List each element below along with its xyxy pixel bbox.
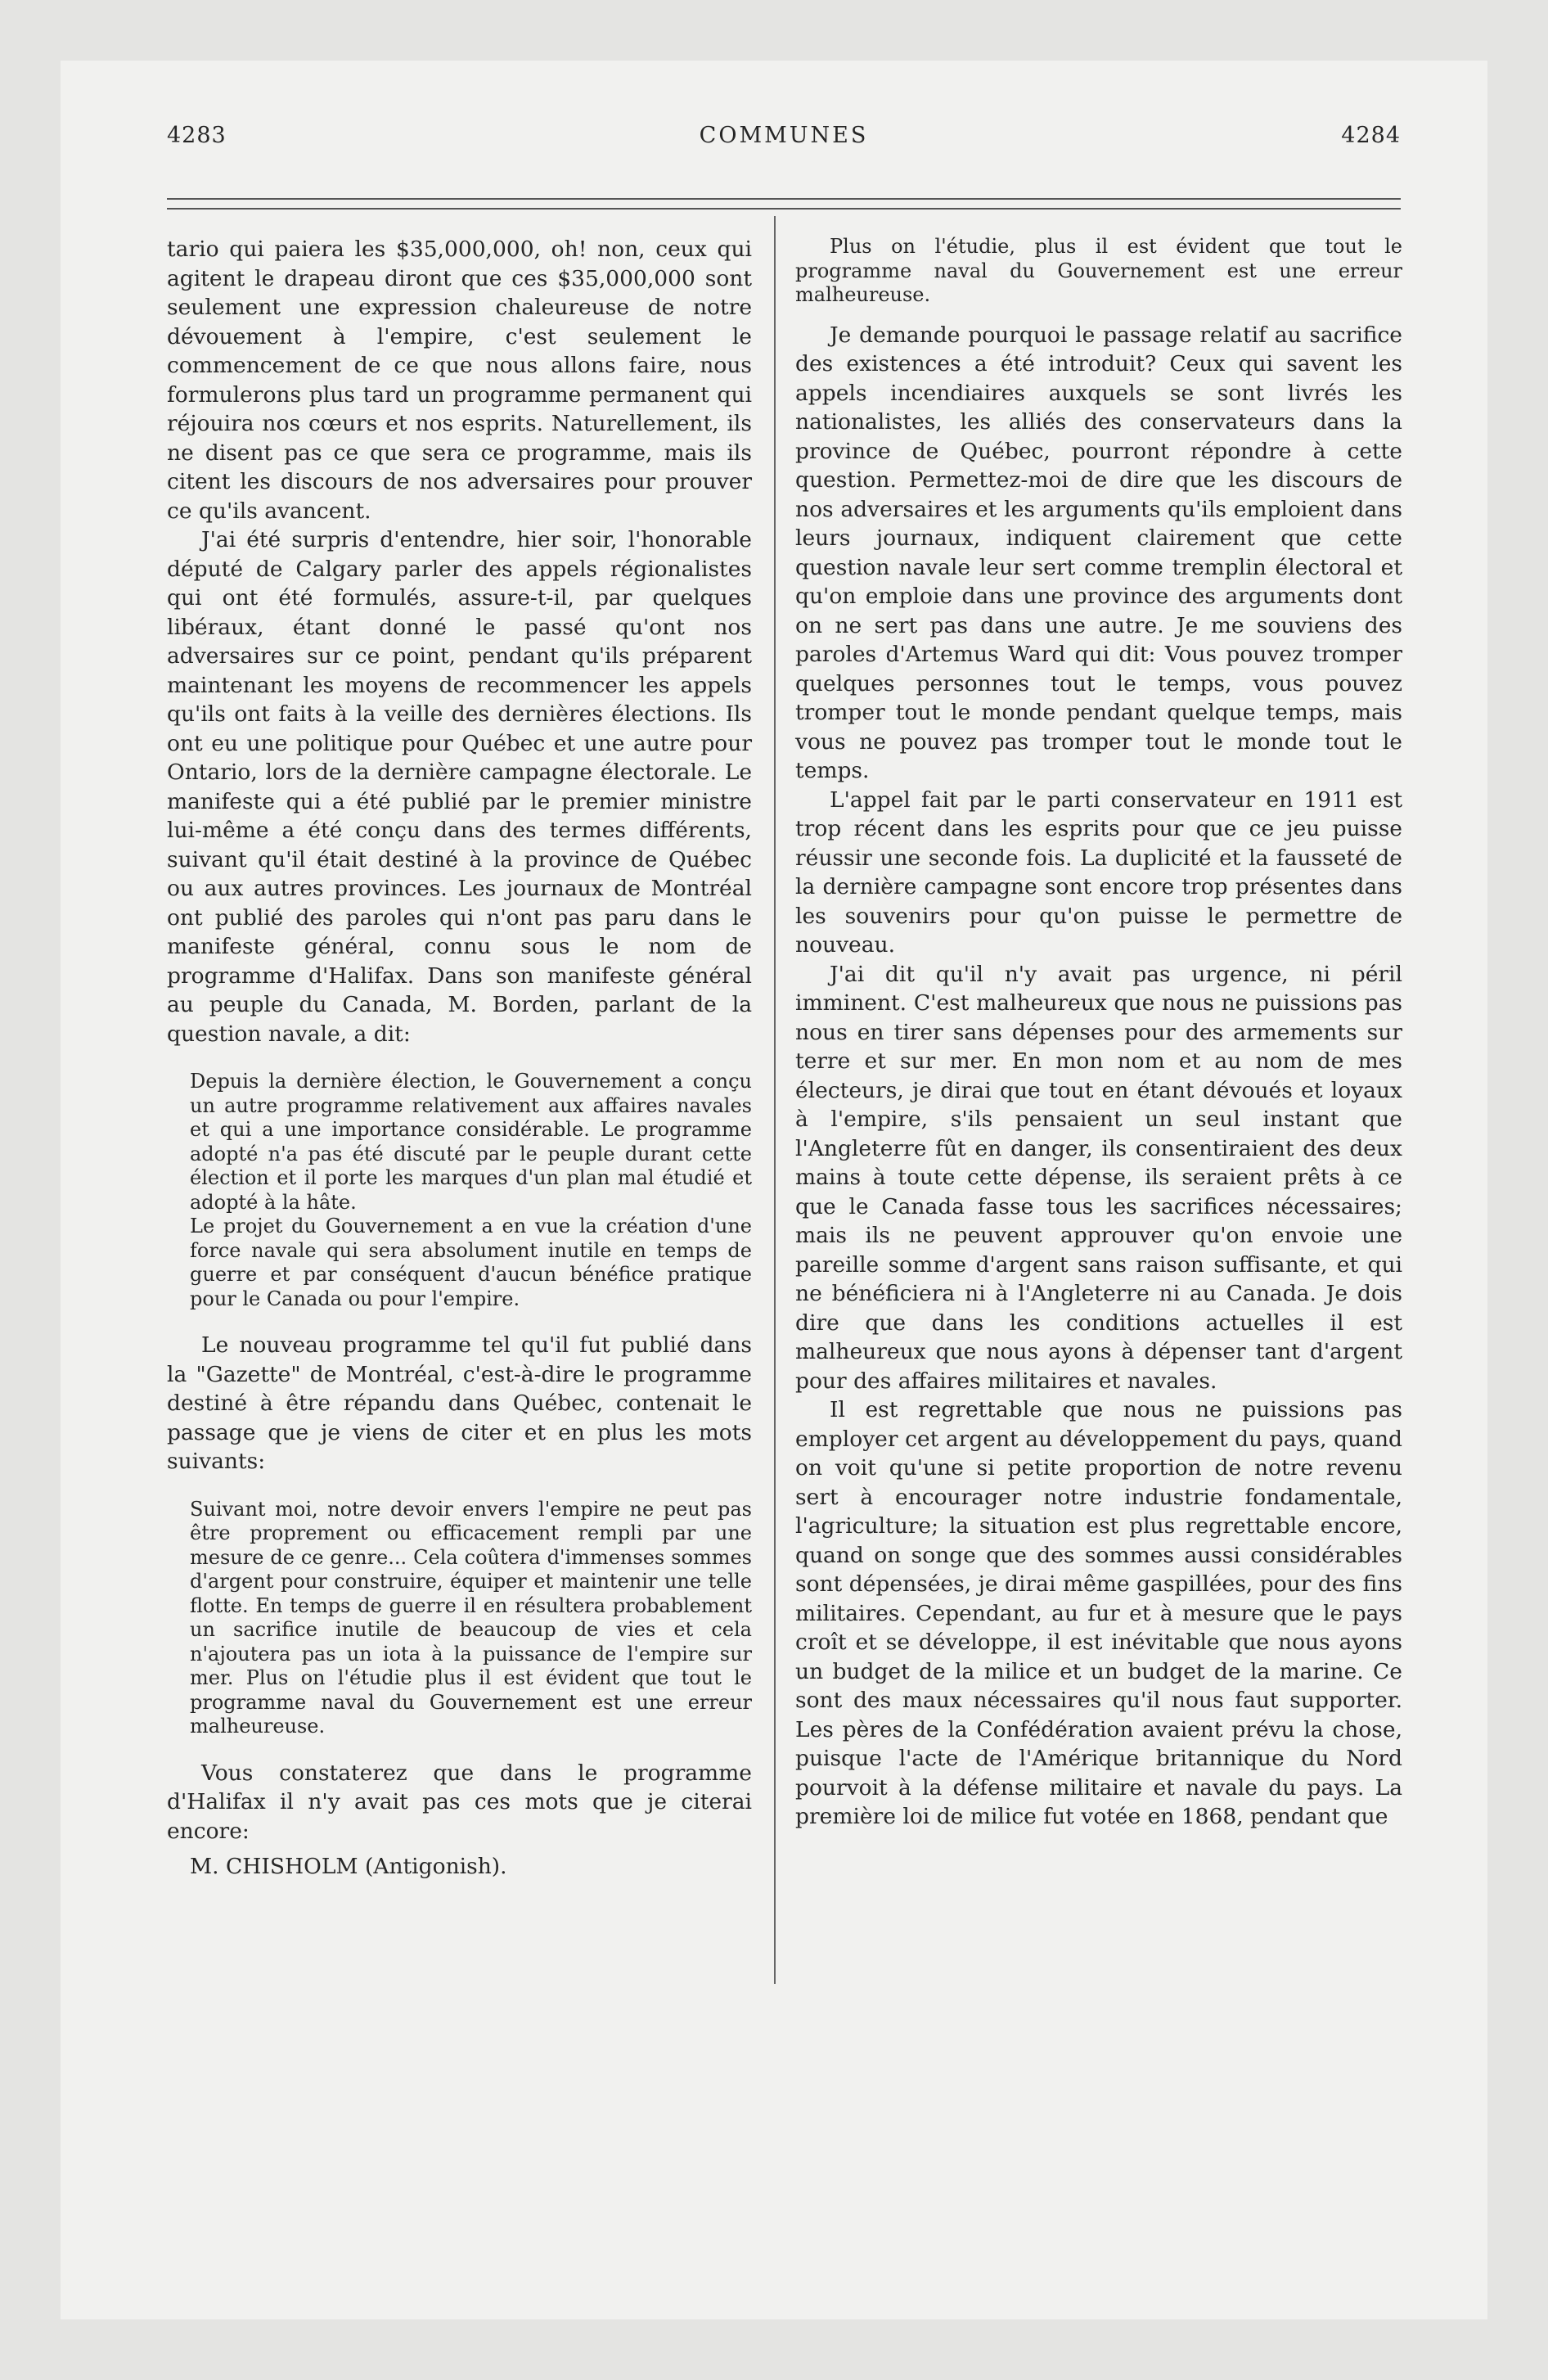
right-paragraph-4: Il est regrettable que nous ne puissions pas employer cet argent au développement du pays, quand on voit qu'une si petite proportion de notre revenu sert à encourager notre industrie fondamentale, l'agriculture; la situation est plus regrettable encore, quand on songe que des sommes aussi considérables sont dépensées, je dirai même gaspillées, pour des fins militaires. Cependant, au fur et à mesure que le pays croît et se développe, il est inévitable que nous ayons un budget de la milice et un budget de la marine. Ce sont des maux nécessaires qu'il nous faut supporter. Les pères de la Confédération avaient prévu la chose, puisque l'acte de l'Amérique britannique du Nord pourvoit à la défense militaire et navale du pays. La première loi de milice fut votée en 1868, pendant que	[795, 1397, 1402, 1829]
header-rule-top	[167, 198, 1401, 200]
quote-borden-1: Depuis la dernière élection, le Gouvernement a conçu un autre programme relativement aux affaires navales et qui a une importance considérable. Le programme adopté n'a pas été discuté par le peuple durant cette élection et il porte les marques d'un plan mal étudié et adopté à la hâte.	[190, 1070, 752, 1214]
quote-borden-2: Le projet du Gouvernement a en vue la création d'une force navale qui sera absolument inutile en temps de guerre et par conséquent d'aucun bénéfice pratique pour le Canada ou pour l'empire.	[190, 1215, 752, 1310]
left-column	[167, 235, 752, 1882]
page-number-left: 4283	[167, 123, 227, 148]
left-paragraph-1: tario qui paiera les $35,000,000, oh! non, ceux qui agitent le drapeau diront que ces $35,000,000 sont seulement une expression chaleureuse de notre dévouement à l'empire, c'est seulement le commencement de ce que nous allons faire, nous formulerons plus tard un programme permanent qui réjouira nos cœurs et nos esprits. Naturellement, ils ne disent pas ce que sera ce programme, mais ils citent les discours de nos adversaires pour prouver ce qu'ils avancent.	[167, 237, 752, 524]
header-rule-bottom	[167, 208, 1401, 210]
left-paragraph-4: Vous constaterez que dans le programme d'Halifax il n'y avait pas ces mots que je citerai encore:	[167, 1760, 752, 1844]
running-title: COMMUNES	[699, 123, 869, 148]
right-paragraph-1: Je demande pourquoi le passage relatif au sacrifice des existences a été introduit? Ceux qui savent les appels incendiaires auxquels se sont livrés les nationalistes, les alliés des conservateurs dans la province de Québec, pourront répondre à cette question. Permettez-moi de dire que les discours de nos adversaires et les arguments qu'ils emploient dans leurs journaux, indiquent clairement que cette question navale leur sert comme tremplin électoral et qu'on emploie dans une province des arguments dont on ne sert pas dans une autre. Je me souviens des paroles d'Artemus Ward qui dit: Vous pouvez tromper quelques personnes tout le temps, vous pouvez tromper tout le monde pendant quelque temps, mais vous ne pouvez pas tromper tout le monde tout le temps.	[795, 322, 1402, 783]
journal-page	[61, 61, 1487, 2319]
right-column	[795, 235, 1402, 1832]
quote-gazette: Suivant moi, notre devoir envers l'empire ne peut pas être proprement ou efficacement rempli par une mesure de ce genre... Cela coûtera d'immenses sommes d'argent pour construire, équiper et maintenir une telle flotte. En temps de guerre il en résultera probablement un sacrifice inutile de beaucoup de vies et cela n'ajoutera pas un iota à la puissance de l'empire sur mer. Plus on l'étudie plus il est évident que tout le programme naval du Gouvernement est une erreur malheureuse.	[190, 1497, 752, 1738]
column-divider	[774, 216, 776, 1984]
right-paragraph-3: J'ai dit qu'il n'y avait pas urgence, ni péril imminent. C'est malheureux que nous ne puissions pas nous en tirer sans dépenses pour des armements sur terre et sur mer. En mon nom et au nom de mes électeurs, je dirai que tout en étant dévoués et loyaux à l'empire, s'ils pensaient un seul instant que l'Angleterre fût en danger, ils consentiraient des deux mains à toute cette dépense, ils seraient prêts à ce que le Canada fasse tous les sacrifices nécessaires; mais ils ne peuvent approuver qu'on envoie une pareille somme d'argent sans raison suffisante, et qui ne bénéficiera ni à l'Angleterre ni au Canada. Je dois dire que dans les conditions actuelles il est malheureux que nous ayons à dépenser tant d'argent pour des affaires militaires et navales.	[795, 961, 1402, 1394]
speaker-name: M. CHISHOLM (Antigonish).	[190, 1854, 507, 1879]
left-paragraph-2: J'ai été surpris d'entendre, hier soir, l'honorable député de Calgary parler des appels régionalistes qui ont été formulés, assure-t-il, par quelques libéraux, étant donné le passé qu'ont nos adversaires sur ce point, pendant qu'ils préparent maintenant les moyens de recommencer les appels qu'ils ont faits à la veille des dernières élections. Ils ont eu une politique pour Québec et une autre pour Ontario, lors de la dernière campagne électorale. Le manifeste qui a été publié par le premier ministre lui-même a été conçu dans des termes différents, suivant qu'il était destiné à la province de Québec ou aux autres provinces. Les journaux de Montréal ont publié des paroles qui n'ont pas paru dans le manifeste général, connu sous le nom de programme d'Halifax. Dans son manifeste général au peuple du Canada, M. Borden, parlant de la question navale, a dit:	[167, 527, 752, 1047]
right-paragraph-2: L'appel fait par le parti conservateur en 1911 est trop récent dans les esprits pour que ce jeu puisse réussir une seconde fois. La duplicité et la fausseté de la dernière campagne sont encore trop présentes dans les souvenirs pour qu'on puisse le permettre de nouveau.	[795, 787, 1402, 958]
page-header	[167, 123, 1401, 156]
quote-continuation: Plus on l'étudie, plus il est évident que tout le programme naval du Gouvernement est une erreur malheureuse.	[795, 235, 1402, 306]
left-paragraph-3: Le nouveau programme tel qu'il fut publié dans la "Gazette" de Montréal, c'est-à-dire le programme destiné à être répandu dans Québec, contenait le passage que je viens de citer et en plus les mots suivants:	[167, 1332, 752, 1474]
page-number-right: 4284	[1341, 123, 1401, 148]
